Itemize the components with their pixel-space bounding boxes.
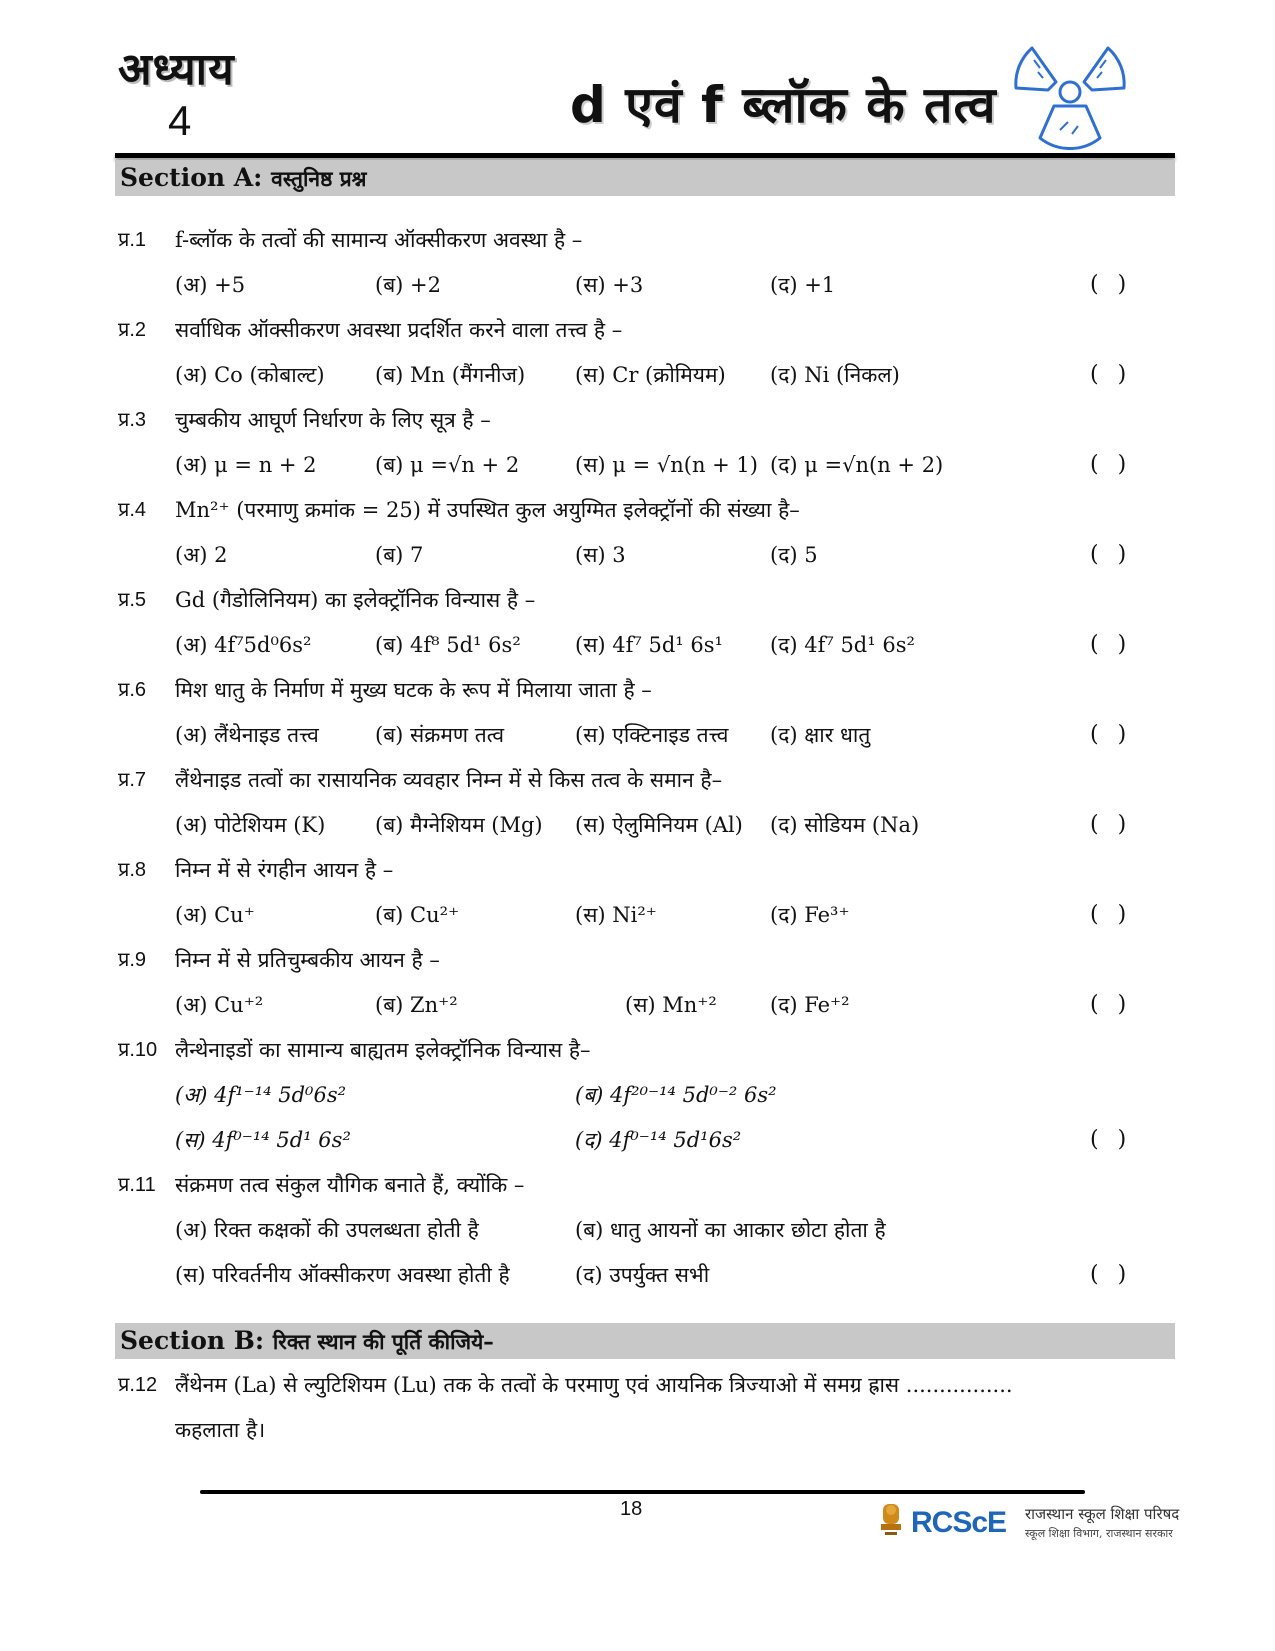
question-number: प्र.11 — [118, 1174, 156, 1196]
option-c: (स) 4f⁷ 5d¹ 6s¹ — [575, 633, 723, 657]
option-b: (ब) मैग्नेशियम (Mg) — [375, 813, 543, 837]
option-a: (अ) Cu⁺ — [175, 903, 255, 927]
answer-bracket: ( ) — [1090, 542, 1133, 567]
question-number: प्र.4 — [118, 499, 147, 521]
question-text: लैंथेनम (La) से ल्युटिशियम (Lu) तक के तत्वों के परमाणु एवं आयनिक त्रिज्याओ में समग्र ह्रास ................ — [175, 1373, 1013, 1397]
option-d: (द) μ =√n(n + 2) — [770, 453, 944, 477]
option-d: (द) उपर्युक्त सभी — [575, 1263, 710, 1287]
question-number: प्र.5 — [118, 589, 147, 611]
question-text: लैन्थेनाइडों का सामान्य बाह्यतम इलेक्ट्रॉनिक विन्यास है– — [175, 1038, 591, 1062]
answer-bracket: ( ) — [1090, 1127, 1133, 1152]
option-b: (ब) 4f⁸ 5d¹ 6s² — [375, 633, 521, 657]
option-b: (ब) 4f²⁰⁻¹⁴ 5d⁰⁻² 6s² — [575, 1083, 777, 1107]
option-c: (स) 3 — [575, 543, 626, 567]
page-number: 18 — [620, 1498, 643, 1520]
question-text: Gd (गैडोलिनियम) का इलेक्ट्रॉनिक विन्यास है – — [175, 588, 536, 612]
footer-rule — [200, 1490, 1085, 1494]
answer-bracket: ( ) — [1090, 272, 1133, 297]
option-a: (अ) Co (कोबाल्ट) — [175, 363, 325, 387]
question-number: प्र.7 — [118, 769, 147, 791]
question-text: f-ब्लॉक के तत्वों की सामान्य ऑक्सीकरण अवस्था है – — [175, 228, 583, 252]
question-text: संक्रमण तत्व संकुल यौगिक बनाते हैं, क्योंकि – — [175, 1173, 525, 1197]
question-text: चुम्बकीय आघूर्ण निर्धारण के लिए सूत्र है – — [175, 408, 491, 432]
option-c: (स) परिवर्तनीय ऑक्सीकरण अवस्था होती है — [175, 1263, 510, 1287]
option-d: (द) 4f⁷ 5d¹ 6s² — [770, 633, 915, 657]
question-text: Mn²⁺ (परमाणु क्रमांक = 25) में उपस्थित कुल अयुग्मित इलेक्ट्रॉनों की संख्या है– — [175, 498, 800, 522]
answer-bracket: ( ) — [1090, 1262, 1133, 1287]
section-a-label: Section A: — [120, 163, 263, 192]
answer-bracket: ( ) — [1090, 902, 1133, 927]
option-a: (अ) μ = n + 2 — [175, 453, 317, 477]
option-c: (स) Cr (क्रोमियम) — [575, 363, 726, 387]
option-a: (अ) 4f⁷5d⁰6s² — [175, 633, 312, 657]
option-d: (द) Ni (निकल) — [770, 363, 900, 387]
option-a: (अ) लैंथेनाइड तत्त्व — [175, 723, 319, 747]
chapter-title: d एवं f ब्लॉक के तत्व — [570, 76, 997, 134]
answer-bracket: ( ) — [1090, 722, 1133, 747]
option-c: (स) ऐलुमिनियम (Al) — [575, 813, 743, 837]
option-b: (ब) संक्रमण तत्व — [375, 723, 505, 747]
emblem-icon — [875, 1500, 907, 1546]
option-c: (स) एक्टिनाइड तत्त्व — [575, 723, 729, 747]
option-b: (ब) 7 — [375, 543, 424, 567]
option-d: (द) क्षार धातु — [770, 723, 871, 747]
answer-bracket: ( ) — [1090, 362, 1133, 387]
question-number: प्र.8 — [118, 859, 147, 881]
answer-bracket: ( ) — [1090, 992, 1133, 1017]
question-number: प्र.1 — [118, 229, 147, 251]
option-a: (अ) पोटेशियम (K) — [175, 813, 326, 837]
option-a: (अ) 2 — [175, 543, 228, 567]
question-number: प्र.6 — [118, 679, 147, 701]
option-b: (ब) Zn⁺² — [375, 993, 458, 1017]
option-b: (ब) Mn (मैंगनीज) — [375, 363, 526, 387]
rcsce-logo — [875, 1500, 1227, 1552]
option-b: (ब) μ =√n + 2 — [375, 453, 520, 477]
question-number: प्र.2 — [118, 319, 147, 341]
section-a-title: वस्तुनिष्ठ प्रश्न — [271, 167, 367, 191]
option-d: (द) 4f⁰⁻¹⁴ 5d¹6s² — [575, 1128, 742, 1152]
option-a: (अ) रिक्त कक्षकों की उपलब्धता होती है — [175, 1218, 479, 1242]
section-b-label: Section B: — [120, 1326, 265, 1355]
logo-text: RCScE — [911, 1506, 1007, 1539]
question-text: सर्वाधिक ऑक्सीकरण अवस्था प्रदर्शित करने वाला तत्त्व है – — [175, 318, 623, 342]
option-b: (ब) +2 — [375, 273, 442, 297]
answer-bracket: ( ) — [1090, 452, 1133, 477]
option-d: (द) सोडियम (Na) — [770, 813, 920, 837]
chapter-word: अध्याय — [118, 44, 235, 95]
question-text: लैंथेनाइड तत्वों का रासायनिक व्यवहार निम्न में से किस तत्व के समान है– — [175, 768, 723, 792]
option-c: (स) 4f⁰⁻¹⁴ 5d¹ 6s² — [175, 1128, 351, 1152]
question-text: मिश धातु के निर्माण में मुख्य घटक के रूप में मिलाया जाता है – — [175, 678, 652, 702]
question-text: निम्न में से प्रतिचुम्बकीय आयन है – — [175, 948, 440, 972]
option-d: (द) Fe³⁺ — [770, 903, 850, 927]
logo-line-1: राजस्थान स्कूल शिक्षा परिषद — [1025, 1505, 1180, 1523]
section-b-heading — [120, 1323, 494, 1360]
question-text-continued: कहलाता है। — [175, 1418, 266, 1442]
option-d: (द) Fe⁺² — [770, 993, 850, 1017]
question-text: निम्न में से रंगहीन आयन है – — [175, 858, 394, 882]
radiation-icon — [1010, 42, 1130, 150]
option-b: (ब) धातु आयनों का आकार छोटा होता है — [575, 1218, 886, 1242]
answer-bracket: ( ) — [1090, 632, 1133, 657]
option-c: (स) Mn⁺² — [625, 993, 717, 1017]
option-b: (ब) Cu²⁺ — [375, 903, 460, 927]
question-number: प्र.10 — [118, 1039, 158, 1061]
option-c: (स) μ = √n(n + 1) — [575, 453, 758, 477]
section-b-title: रिक्त स्थान की पूर्ति कीजिये– — [272, 1330, 494, 1354]
question-number: प्र.12 — [118, 1374, 158, 1396]
option-a: (अ) Cu⁺² — [175, 993, 264, 1017]
question-number: प्र.3 — [118, 409, 147, 431]
option-d: (द) 5 — [770, 543, 818, 567]
option-d: (द) +1 — [770, 273, 836, 297]
option-a: (अ) 4f¹⁻¹⁴ 5d⁰6s² — [175, 1083, 347, 1107]
section-a-heading — [120, 160, 367, 197]
option-c: (स) Ni²⁺ — [575, 903, 657, 927]
option-a: (अ) +5 — [175, 273, 246, 297]
question-number: प्र.9 — [118, 949, 147, 971]
option-c: (स) +3 — [575, 273, 644, 297]
logo-line-2: स्कूल शिक्षा विभाग, राजस्थान सरकार — [1025, 1527, 1173, 1540]
chapter-number: 4 — [168, 97, 192, 144]
answer-bracket: ( ) — [1090, 812, 1133, 837]
title-rule — [115, 153, 1175, 158]
